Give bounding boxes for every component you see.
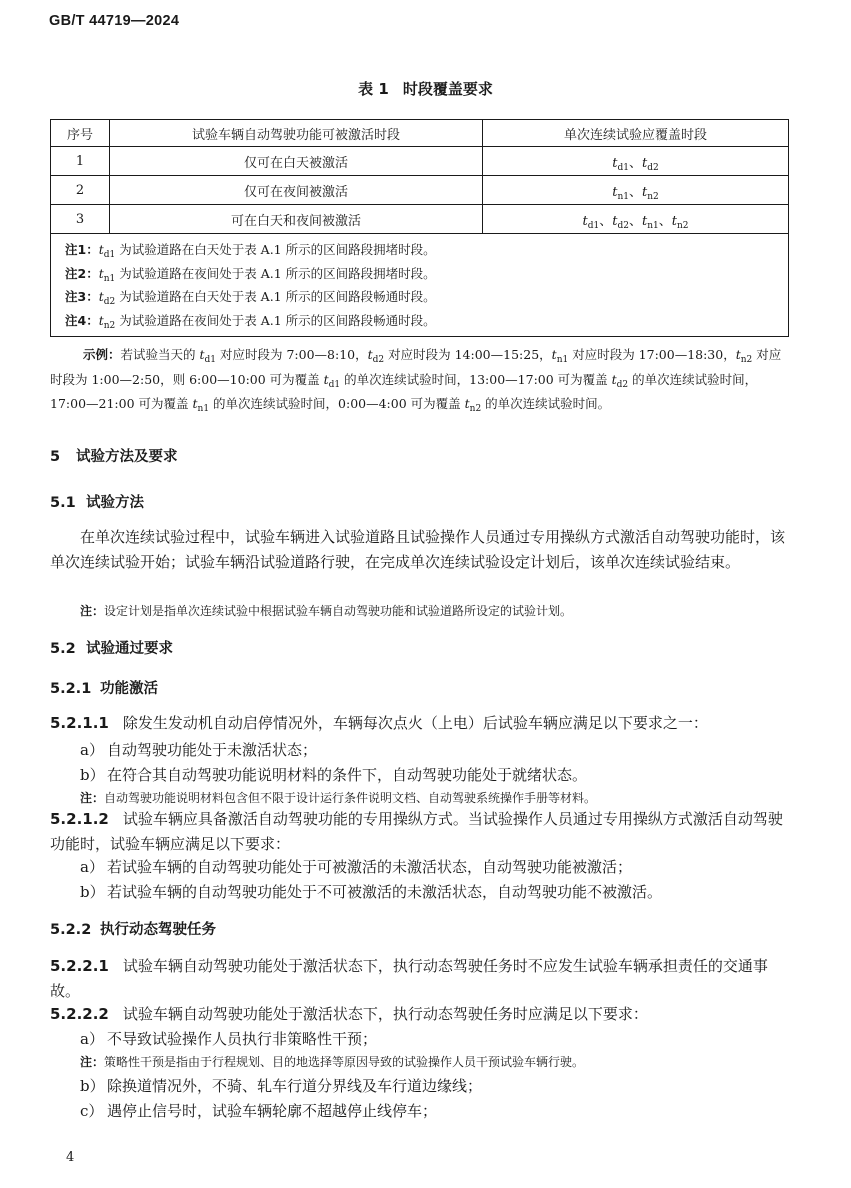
- row-no: 3: [51, 205, 110, 234]
- list-marker: a）: [80, 741, 104, 759]
- time-symbol: $t_{d2}$: [612, 213, 629, 231]
- header-no: 序号: [51, 120, 110, 147]
- section-number: 5: [50, 449, 61, 465]
- table-row: [51, 205, 789, 234]
- section-5-1-heading: [50, 491, 144, 512]
- table-caption: [0, 78, 851, 99]
- list-item: [80, 1100, 437, 1121]
- list-marker: b）: [80, 766, 105, 784]
- clause-text: 除发生发动机自动启停情况外，车辆每次点火（上电）后试验车辆应满足以下要求之一：: [122, 714, 708, 732]
- table-row: [51, 147, 789, 176]
- row-activation: 仅可在白天被激活: [110, 147, 483, 176]
- row-cover: [483, 176, 789, 205]
- table-notes-row: [51, 234, 789, 337]
- separator: 、: [599, 213, 613, 229]
- time-symbol: $t_{d1}$: [199, 347, 217, 365]
- coverage-table: [50, 119, 789, 337]
- table-note: [65, 238, 778, 262]
- list-item: [80, 1075, 482, 1096]
- time-symbol: $t_{d1}$: [582, 213, 600, 231]
- example-text: 若试验当天的: [120, 347, 200, 362]
- page-number: 4: [66, 1150, 75, 1165]
- note-text: 自动驾驶功能说明材料包含但不限于设计运行条件说明文档、自动驾驶系统操作手册等材料。: [104, 791, 597, 805]
- time-symbol: $t_{n2}$: [464, 396, 482, 414]
- list-marker: c）: [80, 1102, 104, 1120]
- separator: 、: [628, 155, 642, 171]
- list-marker: a）: [80, 858, 104, 876]
- section-5-2-heading: [50, 637, 173, 658]
- clause-number: 5.2.2.1: [50, 957, 109, 975]
- example-paragraph: [50, 343, 792, 417]
- table-note: [65, 285, 778, 309]
- time-symbol: $t_{n1}$: [192, 396, 210, 414]
- list-item: [80, 764, 587, 785]
- clause-number: 5.2.2.2: [50, 1005, 109, 1023]
- row-cover: [483, 147, 789, 176]
- list-text: 在符合其自动驾驶功能说明材料的条件下，自动驾驶功能处于就绪状态。: [107, 766, 588, 784]
- note-symbol: t: [98, 265, 104, 281]
- note-label: 注1：: [65, 242, 99, 257]
- note-label: 注3：: [65, 289, 99, 304]
- note-label: 注：: [80, 604, 105, 618]
- section-title: 试验方法: [86, 495, 144, 511]
- time-symbol: $t_{n1}$: [551, 347, 569, 365]
- note-text: 设定计划是指单次连续试验中根据试验车辆自动驾驶功能和试验道路所设定的试验计划。: [104, 604, 573, 618]
- clause-5-2-2-1: [50, 954, 792, 1004]
- example-text: 对应时段为 7:00—8:10，: [216, 347, 368, 362]
- time-symbol: $t_{d2}$: [367, 347, 385, 365]
- section-title: 执行动态驾驶任务: [100, 922, 216, 938]
- table-caption-number: 表 1: [358, 80, 389, 98]
- note-label: 注4：: [65, 312, 99, 328]
- header-cover: 单次连续试验应覆盖时段: [483, 120, 789, 147]
- time-symbol: $t_{n2}$: [671, 213, 689, 231]
- row-cover: [483, 205, 789, 234]
- table-caption-title: 时段覆盖要求: [402, 80, 493, 98]
- example-text: 对应时段为 1:00—2:50，则 6:00—10:00 可为覆盖: [50, 347, 782, 387]
- list-item: [80, 881, 662, 902]
- clause-5-2-1-1: [50, 711, 792, 736]
- section-5-2-1-heading: [50, 677, 158, 698]
- table-note: [65, 262, 778, 286]
- clause-text: 试验车辆自动驾驶功能处于激活状态下，执行动态驾驶任务时不应发生试验车辆承担责任的交通事故。: [50, 957, 768, 1000]
- note-text: 策略性干预是指由于行程规划、目的地选择等原因导致的试验操作人员干预试验车辆行驶。: [104, 1055, 585, 1069]
- section-number: 5.2: [50, 641, 76, 657]
- example-text: 的单次连续试验时间，13:00—17:00 可为覆盖: [340, 371, 612, 387]
- note-label: 注：: [80, 1055, 105, 1069]
- note-text: 为试验道路在白天处于表 A.1 所示的区间路段畅通时段。: [115, 289, 436, 304]
- separator: 、: [628, 213, 642, 229]
- list-text: 除换道情况外，不骑、轧车行道分界线及车行道边缘线；: [107, 1077, 483, 1095]
- example-text: 的单次连续试验时间，0:00—4:00 可为覆盖: [209, 396, 465, 411]
- header-activation: 试验车辆自动驾驶功能可被激活时段: [110, 120, 483, 147]
- section-number: 5.2.2: [50, 922, 92, 938]
- standard-id: GB/T 44719—2024: [49, 13, 180, 29]
- list-item: [80, 856, 632, 877]
- clause-text: 试验车辆自动驾驶功能处于激活状态下，执行动态驾驶任务时应满足以下要求：: [122, 1005, 648, 1023]
- example-label: 示例：: [83, 347, 121, 362]
- note-subscript: n2: [103, 320, 116, 331]
- example-body: [50, 347, 782, 414]
- time-symbol: $t_{n2}$: [735, 347, 753, 365]
- time-symbol: $t_{n1}$: [641, 213, 659, 231]
- note-subscript: d1: [103, 250, 116, 260]
- clause-text: 试验车辆应具备激活自动驾驶功能的专用操纵方式。当试验操作人员通过专用操纵方式激活自动驾驶功能时，试验车辆应满足以下要求：: [50, 810, 783, 853]
- section-number: 5.1: [50, 495, 76, 511]
- time-symbol: $t_{d1}$: [612, 155, 629, 173]
- section-number: 5.2.1: [50, 681, 92, 697]
- note-text: 为试验道路在夜间处于表 A.1 所示的区间路段畅通时段。: [115, 312, 436, 328]
- time-symbol: $t_{n2}$: [642, 184, 659, 202]
- section-title: 功能激活: [100, 681, 158, 697]
- time-symbol: $t_{d2}$: [642, 155, 659, 173]
- separator: 、: [658, 213, 672, 229]
- note-text: 为试验道路在白天处于表 A.1 所示的区间路段拥堵时段。: [115, 242, 436, 257]
- table-notes: [51, 234, 789, 337]
- section-title: 试验通过要求: [86, 641, 173, 657]
- clause-number: 5.2.1.1: [50, 714, 109, 732]
- time-symbol: $t_{n1}$: [612, 184, 629, 202]
- row-activation: 仅可在夜间被激活: [110, 176, 483, 205]
- list-text: 自动驾驶功能处于未激活状态；: [107, 741, 318, 759]
- list-marker: b）: [80, 883, 105, 901]
- note-text: 为试验道路在夜间处于表 A.1 所示的区间路段拥堵时段。: [115, 265, 436, 281]
- example-text: 对应时段为 14:00—15:25，: [384, 347, 552, 362]
- list-marker: a）: [80, 1030, 104, 1048]
- list-item: [80, 739, 317, 760]
- separator: 、: [628, 184, 642, 200]
- clause-5-2-2-2-note: [80, 1053, 584, 1070]
- table-note: [65, 309, 778, 333]
- section-5-1-note: [80, 602, 572, 619]
- clause-5-2-1-2: [50, 807, 792, 857]
- time-symbol: $t_{d2}$: [611, 371, 629, 390]
- clause-5-2-2-2: [50, 1002, 792, 1027]
- note-label: 注：: [80, 791, 105, 805]
- clause-5-2-1-1-note: [80, 789, 596, 806]
- note-subscript: d2: [103, 297, 116, 307]
- clause-number: 5.2.1.2: [50, 810, 109, 828]
- list-text: 遇停止信号时，试验车辆轮廓不超越停止线停车；: [107, 1102, 438, 1120]
- time-symbol: $t_{d1}$: [323, 371, 341, 390]
- note-symbol: t: [98, 242, 104, 257]
- list-marker: b）: [80, 1077, 105, 1095]
- row-no: 2: [51, 176, 110, 205]
- note-symbol: t: [98, 312, 104, 328]
- example-text: 的单次连续试验时间，17:00—21:00 可为覆盖: [50, 371, 758, 411]
- note-symbol: t: [98, 289, 104, 304]
- section-title: 试验方法及要求: [76, 449, 178, 465]
- list-text: 若试验车辆的自动驾驶功能处于可被激活的未激活状态，自动驾驶功能被激活；: [107, 858, 633, 876]
- note-subscript: n1: [103, 273, 116, 284]
- list-text: 若试验车辆的自动驾驶功能处于不可被激活的未激活状态，自动驾驶功能不被激活。: [107, 883, 663, 901]
- section-5-1-body: 在单次连续试验过程中，试验车辆进入试验道路且试验操作人员通过专用操纵方式激活自动驾驶功能时，该单次连续试验开始；试验车辆沿试验道路行驶，在完成单次连续试验设定计划后，该单次连续试验结束。: [50, 528, 786, 571]
- example-text: 的单次连续试验时间。: [481, 396, 611, 411]
- row-activation: 可在白天和夜间被激活: [110, 205, 483, 234]
- section-5-heading: [50, 445, 178, 466]
- row-no: 1: [51, 147, 110, 176]
- table-row: [51, 176, 789, 205]
- list-item: [80, 1028, 377, 1049]
- list-text: 不导致试验操作人员执行非策略性干预；: [107, 1030, 378, 1048]
- note-label: 注2：: [65, 265, 99, 281]
- table-header-row: [51, 120, 789, 147]
- section-5-2-2-heading: [50, 918, 216, 939]
- example-text: 对应时段为 17:00—18:30，: [568, 347, 736, 362]
